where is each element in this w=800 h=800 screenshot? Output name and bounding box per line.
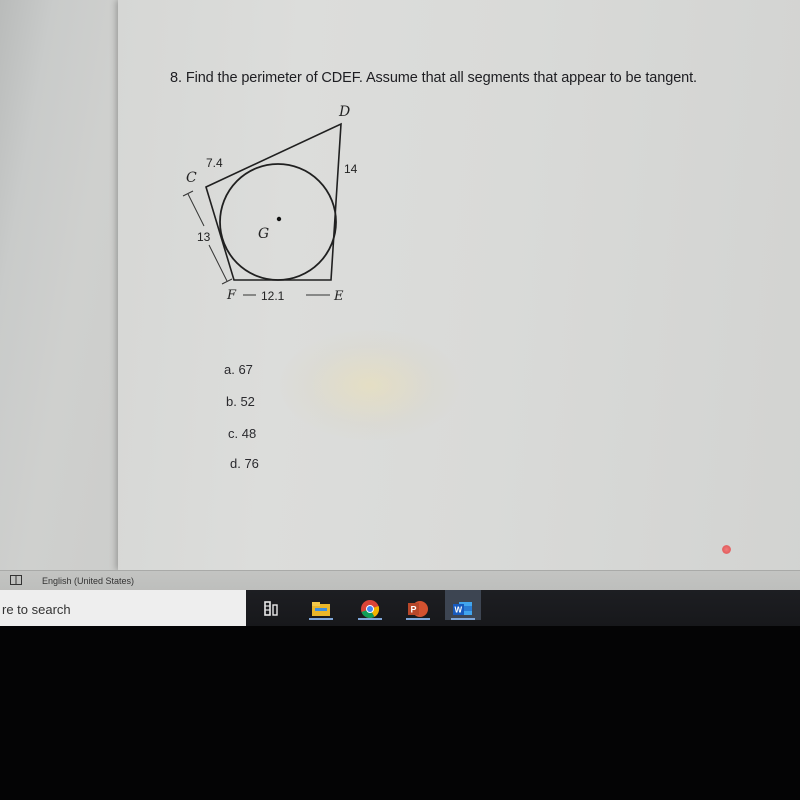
cf-bracket-bottom <box>222 279 232 284</box>
choice-c: c. 48 <box>228 426 257 441</box>
powerpoint-active-indicator <box>406 618 430 620</box>
task-view-icon <box>256 596 288 622</box>
center-point <box>277 217 281 221</box>
language-indicator[interactable]: English (United States) <box>42 576 135 586</box>
file-explorer-active-indicator <box>309 618 333 620</box>
question-text: 8. Find the perimeter of CDEF. Assume that all segments that appear to be tangent. <box>170 70 697 86</box>
svg-text:P: P <box>410 604 417 615</box>
choice-d: d. 76 <box>230 456 259 471</box>
word-active-indicator <box>451 618 475 620</box>
book-icon[interactable] <box>10 575 22 585</box>
cf-bracket-upper <box>188 194 204 226</box>
length-label-de: 14 <box>344 162 358 176</box>
cf-bracket-top <box>183 191 193 196</box>
length-label-cd: 7.4 <box>206 156 223 170</box>
taskbar <box>0 590 800 626</box>
quadrilateral-cdef <box>206 124 341 280</box>
svg-text:W: W <box>454 605 463 615</box>
vertex-label-d: D <box>339 104 351 120</box>
choice-b: b. 52 <box>226 394 255 409</box>
inscribed-circle <box>220 164 336 280</box>
search-placeholder: re to search <box>2 602 71 617</box>
chrome-button[interactable] <box>354 596 386 622</box>
choice-a: a. 67 <box>224 362 253 377</box>
length-label-fe: 12.1 <box>261 289 285 303</box>
task-view-button[interactable] <box>256 596 288 622</box>
vertex-label-g: G <box>258 226 270 242</box>
vertex-label-f: F <box>227 288 237 303</box>
red-dot-indicator <box>722 545 731 554</box>
word-button[interactable] <box>445 596 481 622</box>
chrome-active-indicator <box>358 618 382 620</box>
powerpoint-button[interactable] <box>402 596 434 622</box>
length-label-cf: 13 <box>197 230 211 244</box>
vertex-label-c: C <box>186 170 197 186</box>
file-explorer-button[interactable] <box>305 596 337 622</box>
monitor-bezel <box>0 626 800 800</box>
taskbar-search-box[interactable] <box>0 590 246 626</box>
status-bar <box>0 570 800 591</box>
vertex-label-e: E <box>334 289 344 304</box>
